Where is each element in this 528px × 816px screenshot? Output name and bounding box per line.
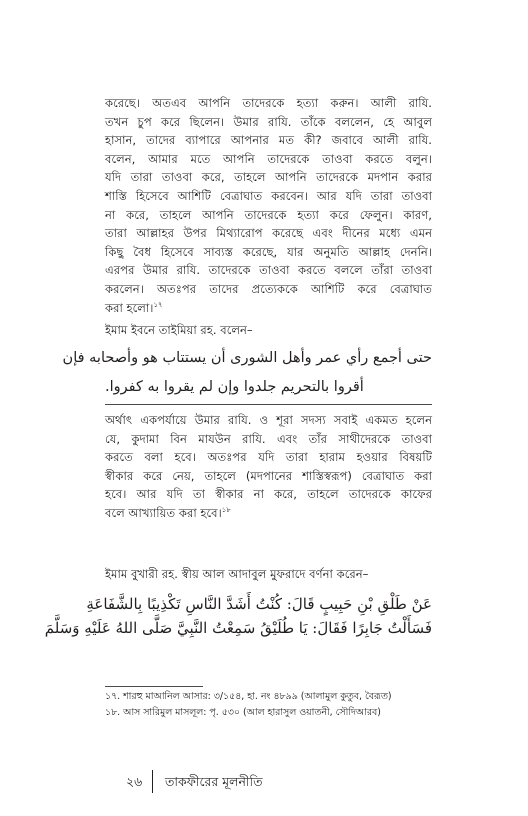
text-line: করেছে। অতএব আপনি তাদেরকে হত্যা করুন। আলী রাযি. [105, 96, 432, 110]
footnote: ১৮. আস সারিমুল মাসলূল: পৃ. ৫৩০ (আল হারাসুল ওয়াতনী, সৌদিআরব) [105, 707, 381, 718]
text-line: স্বীকার করে নেয়, তাহলে (মদপানের শাস্তিস্বরূপ) বেত্রাঘাত করা [105, 468, 432, 483]
book-title: তাকফীরের মূলনীতি [165, 774, 263, 789]
paragraph-1 [105, 94, 432, 317]
footnote-separator [105, 686, 203, 687]
text-line: কিছু বৈধ হিসেবে সাব্যস্ত করেছে, যার অনুমতি আল্লাহ দেননি। [105, 244, 432, 259]
arabic-line: حتى أجمع رأي عمر وأهل الشورى أن يستتاب هو وأصحابه فإن [62, 350, 432, 366]
text-line: যে, কুদামা বিন মাযউন রাযি. এবং তাঁর সাথীদেরকে তাওবা [105, 431, 432, 446]
text-line-content: বলে আখ্যায়িত করা হবে। [105, 505, 222, 520]
arabic-line: عَنْ طَلْقِ بْنِ حَبِيبٍ قَالَ: كُنْتُ أَشَدَّ النَّاسِ تَكْذِيبًا بِالشَّفَاعَةِ [86, 595, 432, 613]
section-heading: ইমাম বুখারী রহ. স্বীয় আল আদাবুল মুফরাদে বর্ণনা করেন– [105, 567, 369, 581]
text-line: এরপর উমার রাযি. তাদেরকে তাওবা করতে বললে তাঁরা তাওবা [105, 263, 432, 278]
arabic-line: فَسَأَلْتُ جَابِرًا فَقَالَ: يَا طُلَيْقُ سَمِعْتُ النَّبِيَّ صَلَّى اللهُ عَلَيْهِ وَسَلَّمَ [44, 619, 432, 637]
paragraph-2 [105, 411, 432, 523]
text-line-content: করা হলো। [105, 300, 154, 315]
arabic-quote [62, 344, 432, 402]
text-line: অর্থাৎ একপর্যায়ে উমার রাযি. ও শূরা সদস্য সবাই একমত হলেন [105, 413, 432, 427]
arabic-hadith [44, 592, 432, 640]
text-line: তখন চুপ করে ছিলেন। উমার রাযি. তাঁকে বললেন, হে আবুল [105, 114, 432, 129]
footer-divider [152, 770, 153, 793]
text-line: করতে বলা হবে। অতঃপর যদি তারা হারাম হওয়ার বিষয়টি [105, 450, 432, 465]
text-line: যদি তারা তাওবা করে, তাহলে আপনি তাদেরকে মদপান করার [105, 170, 432, 185]
text-line [105, 299, 432, 318]
footnote-ref: ১৮ [221, 506, 231, 515]
text-line: হবে। আর যদি তা স্বীকার না করে, তাহলে তাদেরকে কাফের [105, 487, 432, 502]
divider [105, 404, 432, 405]
arabic-line: أقروا بالتحريم جلدوا وإن لم يقروا به كفروا. [105, 379, 364, 395]
text-line: না করে, তাহলে আপনি তাদেরকে হত্যা করে ফেলুন। কারণ, [105, 207, 432, 222]
section-heading: ইমাম ইবনে তাইমিয়া রহ. বলেন– [105, 323, 253, 337]
footnote-ref: ১৭ [153, 300, 163, 309]
text-line: শাস্তি হিসেবে আশিটি বেত্রাঘাত করবেন। আর যদি তারা তাওবা [105, 188, 432, 203]
page-number: ২৬ [126, 774, 143, 789]
text-line: তারা আল্লাহর উপর মিথ্যারোপ করেছে এবং দীনের মধ্যে এমন [105, 226, 432, 241]
text-line: বলেন, আমার মতে আপনি তাদেরকে তাওবা করতে বলুন। [105, 151, 432, 166]
footnote: ১৭. শারহু মাআনিল আসার: ৩/১৫৪, হা. নং ৪৮৯৯ (আলামুল কুতুব, বৈরূত) [105, 691, 392, 702]
text-line: হাসান, তাদের ব্যাপারে আপনার মত কী? জবাবে আলী রাযি. [105, 133, 432, 148]
text-line: করলেন। অতঃপর তাদের প্রত্যেককে আশিটি করে বেত্রাঘাত [105, 281, 432, 296]
text-line [105, 504, 432, 523]
